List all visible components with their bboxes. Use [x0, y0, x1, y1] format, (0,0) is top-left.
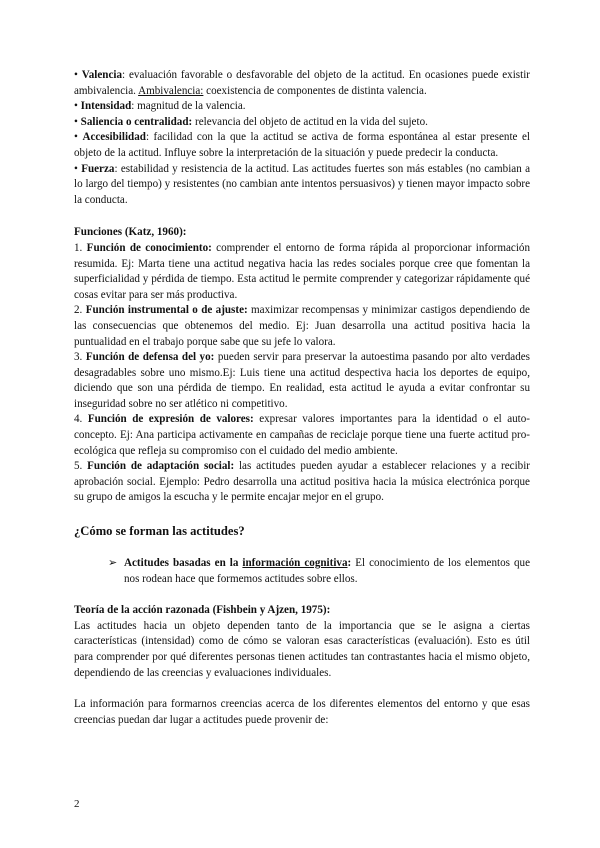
attribute-valencia [74, 68, 530, 99]
theory-heading: Teoría de la acción razonada (Fishbein y Ajzen, 1975): [74, 604, 331, 617]
function-term: Función de conocimiento: [86, 241, 212, 254]
formation-term-underlined: información cognitiva [242, 557, 348, 570]
function-text: expresar valores importantes para la identidad o el auto-concepto. Ej: Ana participa activamente en campañas de reciclaje porque tiene una fuerte actitud pro-ecológica que refleja su compromiso con el cuidado del medio ambiente. [74, 413, 531, 457]
attribute-term: Valencia [81, 69, 123, 81]
bullet: • [74, 115, 78, 128]
function-item [74, 303, 530, 350]
function-text: las actitudes pueden ayudar a establecer relaciones y a recibir aprobación social. Ejemplo: Pedro desarrolla una actitud positiva hacia la música electrónica porque su grupo de amigos la escucha y le permite encajar mejor en el grupo. [74, 460, 530, 504]
function-text: pueden servir para preservar la autoestima pasando por alto verdades desagradables sobre uno mismo.Ej: Luis tiene una actitud despectiva hacia los deportes de equipo, diciendo que son una pérdida de tiempo. En realidad, esta actitud le ayuda a evitar confrontar su inseguridad sobre no ser atlético ni competitivo. [74, 351, 530, 410]
theory-paragraph: Las actitudes hacia un objeto dependen tanto de la importancia que se le asigna a ciertas características (intensidad) como de cómo se valoran esas características (evaluación). Esto es útil para comprender por qué diferentes personas tienen actitudes tan contrastantes hacia el mismo objeto, dependiendo de las creencias y evaluaciones individuales. [74, 619, 530, 679]
attribute-fuerza [74, 162, 530, 209]
function-text: comprender el entorno de forma rápida al proporcionar información resumida. Ej: Marta tiene una actitud negativa hacia las redes sociales porque cree que fomentan la superficialidad y pérdida de tiempo. Esta actitud le permite comprender y categorizar rápidamente qué cosas evitar para ser más productiva. [74, 241, 530, 301]
function-item [74, 412, 530, 459]
attribute-term: Accesibilidad [82, 131, 146, 144]
functions-heading: Funciones (Katz, 1960): [74, 226, 187, 239]
attribute-text: : estabilidad y resistencia de la actitud. Las actitudes fuertes son más estables (no cambian a lo largo del tiempo) y resistentes (no cambian ante intentos persuasivos) y tienen mayor impacto sobre la conducta. [74, 162, 530, 206]
formation-heading: ¿Cómo se forman las actitudes? [74, 524, 245, 539]
formation-term-suffix: : [347, 557, 352, 570]
function-item [74, 241, 530, 303]
attribute-text: relevancia del objeto de actitud en la vida del sujeto. [192, 115, 428, 128]
function-text: maximizar recompensas y minimizar castigos dependiendo de las consecuencias que obtenemos del medio. Ej: Juan desarrolla una actitud positiva hacia la puntualidad en el trabajo porque sabe que su jefe lo valora. [74, 304, 530, 348]
attribute-text: : evaluación favorable o desfavorable del objeto de la actitud. En ocasiones puede existir ambivalencia. [74, 69, 530, 97]
page-number: 2 [74, 798, 80, 810]
theory-paragraph-2: La información para formarnos creencias acerca de los diferentes elementos del entorno y que esas creencias puedan dar lugar a actitudes puede provenir de: [74, 698, 530, 726]
function-term: Función de adaptación social: [87, 460, 235, 473]
function-item [74, 459, 530, 506]
function-number: 5. [74, 460, 83, 473]
function-number: 4. [74, 413, 83, 426]
function-term: Función de expresión de valores: [87, 413, 254, 426]
formation-item-body: El conocimiento de los elementos que nos rodean hace que formemos actitudes sobre ellos. [124, 557, 531, 585]
arrow-bullet-icon: ➢ [108, 557, 118, 570]
ambivalencia-term: Ambivalencia: [138, 84, 204, 97]
attribute-term: Intensidad [80, 100, 132, 113]
bullet: • [74, 69, 78, 81]
function-item [74, 350, 530, 412]
attribute-accesibilidad [74, 130, 530, 161]
document-page [74, 68, 530, 728]
attribute-intensidad [74, 99, 530, 115]
bullet: • [74, 100, 78, 113]
attribute-term: Fuerza [81, 162, 115, 175]
bullet: • [74, 131, 78, 144]
function-number: 2. [74, 304, 83, 317]
attribute-text: : facilidad con la que la actitud se activa de forma espontánea al estar presente el objeto de la actitud. Influye sobre la interpretación de la situación y puede predecir la conducta. [74, 131, 530, 159]
function-term: Función instrumental o de ajuste: [85, 304, 248, 317]
attribute-extra-text: coexistencia de componentes de distinta valencia. [203, 84, 427, 97]
attribute-term: Saliencia o centralidad: [80, 115, 193, 128]
function-number: 3. [74, 351, 83, 364]
formation-list-item [108, 556, 530, 587]
function-term: Función de defensa del yo: [85, 351, 215, 364]
attribute-saliencia [74, 115, 530, 131]
bullet: • [74, 162, 78, 175]
formation-term-prefix: Actitudes basadas en la [124, 557, 243, 570]
function-number: 1. [74, 241, 83, 254]
formation-item-text [124, 556, 530, 587]
attribute-text: : magnitud de la valencia. [131, 100, 246, 113]
